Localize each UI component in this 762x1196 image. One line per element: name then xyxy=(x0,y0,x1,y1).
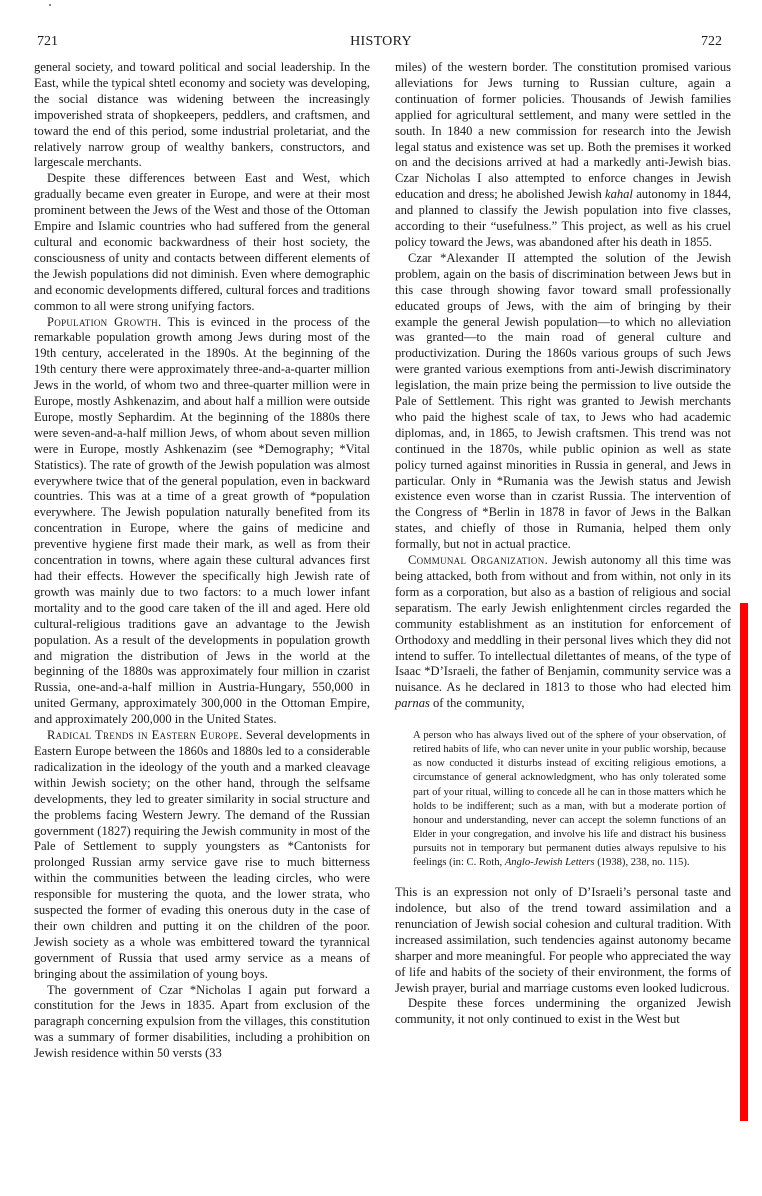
left-column xyxy=(34,60,370,1062)
paragraph-text: Several developments in Eastern Europe between the 1860s and 1880s led to a considerable radicalization in the ideology of the youth and a marked cleavage within Jewish society; on the other hand, through the selfsame developments, they led to greater similarity in social structure and the problems facing Western Jewry. The demand of the Russian government (1827) requiring the Jewish community in most of the Pale of Settlement to supply youngsters as *Cantonists for prolonged Russian army service gave rise to much bitterness within the communities between the leading circles, who were responsible for mustering the quota, and the lower strata, who suspected the former of evading this onerous duty in the case of their own children and putting it on the children of the poor. Jewish society as a whole was embittered toward the tyrannical government of Russia that used army service as a means of bringing about the assimilation of young boys. xyxy=(34,728,370,981)
block-quote xyxy=(413,729,726,870)
paragraph: The government of Czar *Nicholas I again put forward a constitution for the Jews in 1835. Apart from exclusion of the paragraph concerning expulsion from the villages, this constitution was a summary of former disabilities, including a prohibition on Jewish residence within 50 versts (33 xyxy=(34,982,370,1061)
section-heading-radical-trends: Radical Trends in Eastern Europe. xyxy=(47,728,243,743)
scan-speck xyxy=(49,4,51,6)
paragraph: This is an expression not only of D’Israeli’s personal taste and indolence, but also of the trend toward assimilation and a renunciation of Jewish social cohesion and cultural tradition. With increased assimilation, such tendencies against autonomy became sharper and more meaningful. For people who appreciated the way of life and habits of the society of their environment, the forms of Jewish prayer, burial and marriage customs even looked ludicrous. xyxy=(395,885,731,995)
paragraph-population-growth xyxy=(34,315,370,729)
running-title: HISTORY xyxy=(350,34,412,49)
paragraph-text: of the community, xyxy=(429,696,525,711)
paragraph xyxy=(395,60,731,251)
paragraph: Czar *Alexander II attempted the solution of the Jewish problem, again on the basis of discrimination between Jews but in this case through showing favor toward small professionally educated groups of Jews, with the aim of bringing by their example the general Jewish population—to which no alleviation was granted—to the main road of general culture and productivization. During the 1860s various groups of such Jews were granted various exemptions from anti-Jewish discriminatory legislation, the main prize being the permission to live outside the Pale of Settlement. This right was granted to Jewish merchants who paid the highest scale of tax, to Jews who had academic diplomas, and, in 1865, to Jewish craftsmen. This trend was not continued in the 1870s, while public opinion as well as state policy turned against minorities in Russia in general, and Jews in particular. Only in *Rumania was the Jewish status and Jewish existence even worse than in czarist Russia. The intervention of the Congress of *Berlin in 1878 in favor of Jews in the Balkan states, and chiefly of those in Rumania, helped them only formally, but not in actual practice. xyxy=(395,250,731,552)
paragraph-radical-trends xyxy=(34,728,370,983)
section-heading-communal-organization: Communal Organization. xyxy=(408,553,549,568)
paragraph: Despite these differences between East and West, which gradually became even greater in Europe, and were at their most prominent between the Jews of the West and those of the Ottoman Empire and Islamic countries who had suffered from the general cultural and economic backwardness of their host society, the consciousness of unity and contacts between different elements of the Jewish populations did not diminish. Even where demographic and economic developments differed, cultural forces and traditions common to all were strong unifying factors. xyxy=(34,171,370,313)
quote-text-part: A person who has always lived out of the sphere of your observation, of retired habits of life, who can never unite in your public worship, because as now conducted it disturbs instead of exciting religious emotions, a circumstance of general acknowledgment, who has only tolerated some part of your ritual, willing to concede all he can in those matters which he holds to be indifferent; such as a man, with but a moderate portion of honour and understanding, never can accept the solemn functions of an Elder in your congregation, and involve his life and distract his business pursuits not in temporary but permanent duties always repulsive to his feelings (in: C. Roth, xyxy=(413,730,726,868)
running-header xyxy=(0,26,762,50)
quote-text xyxy=(413,729,726,870)
paragraph-text: This is evinced in the process of the remarkable population growth among Jews during most of the 19th century, accelerated in the 1890s. At the beginning of the 19th century there were approximately three-and-a-quarter million Jews in the world, of whom two and three-quarter million were in Europe, mostly Ashkenazim, and about half a million were outside Europe, mostly Sephardim. At the beginning of the 1880s there were seven-and-a-half million Jews, of whom about seven million were in Europe, mostly Ashkenazim (see *Demography; *Vital Statistics). The rate of growth of the Jewish population was almost everywhere twice that of the general population, even in backward countries. This was at a time of a great growth of *population everywhere. The Jewish population naturally benefited from its concentration in Europe, where the gains of medicine and preventive hygiene first made their mark, as well as from their concentration in towns, where again these cultural advances first had their effects. However the specifically high Jewish rate of growth was mainly due to two factors: to a much lower infant mortality and to the good care taken of the ill and aged. Here old cultural-religious traditions gave an advantage to the Jewish population. As a result of the developments in population growth and migration the distribution of Jews in the world at the beginning of the 1880s was approximately four million in czarist Russia, one-and-a-half million in Austria-Hungary, 550,000 in united Germany, approximately 300,000 in the Ottoman Empire, and approximately 200,000 in the United States. xyxy=(34,314,370,727)
section-heading-population-growth: Population Growth. xyxy=(47,314,162,329)
paragraph-text: autonomy in 1844, and planned to classify the Jewish population into five classes, according to their “usefulness.” This project, as well as his cruel policy toward the Jews, was abandoned after his death in 1855. xyxy=(395,187,731,249)
paragraph: Despite these forces undermining the organized Jewish community, it not only continued to exist in the West but xyxy=(395,996,731,1027)
paragraph-text: miles) of the western border. The constitution promised various alleviations for Jews turning to Russian culture, again a continuation of former policies. Thousands of Jewish families applied for agricultural settlement, and many were settled in the south. In 1840 a new commission for research into the Jewish legal status and existence was set up. Both the premises it worked on and the decisions arrived at had a markedly anti-Jewish bias. Czar Nicholas I also attempted to enforce changes in Jewish education and dress; he abolished Jewish xyxy=(395,60,731,202)
italic-term: kahal xyxy=(605,187,633,202)
paragraph: general society, and toward political and social leadership. In the East, while the typical shtetl economy and society was developing, the social distance was widening between the increasingly impoverished strata of shopkeepers, peddlers, and craftsmen, and toward the end of this period, some industrial proletariat, and the relatively narrow group of wealthy bankers, constructors, and largescale merchants. xyxy=(34,60,370,170)
italic-term: parnas xyxy=(395,696,430,711)
paragraph-text: Jewish autonomy all this time was being attacked, both from without and from within, not only in its form as a corporation, but also as a bastion of religious and social separatism. The early Jewish enlightenment circles regarded the community establishment as an institution for enforcement of Orthodoxy and meddling in their personal lives which they did not intend to suffer. To intellectual dilettantes of means, of the type of Isaac *D’Israeli, the father of Benjamin, community service was a nuisance. As he declared in 1813 to those who had elected him xyxy=(395,553,732,695)
citation-title: Anglo-Jewish Letters xyxy=(504,857,595,868)
paragraph-communal-organization xyxy=(395,553,731,712)
quote-text-part: (1938), 238, no. 115). xyxy=(594,857,690,868)
page-number-left: 721 xyxy=(37,34,58,49)
page-number-right: 722 xyxy=(701,34,722,49)
highlight-marker-bar xyxy=(740,603,748,1121)
right-column xyxy=(395,60,731,1028)
